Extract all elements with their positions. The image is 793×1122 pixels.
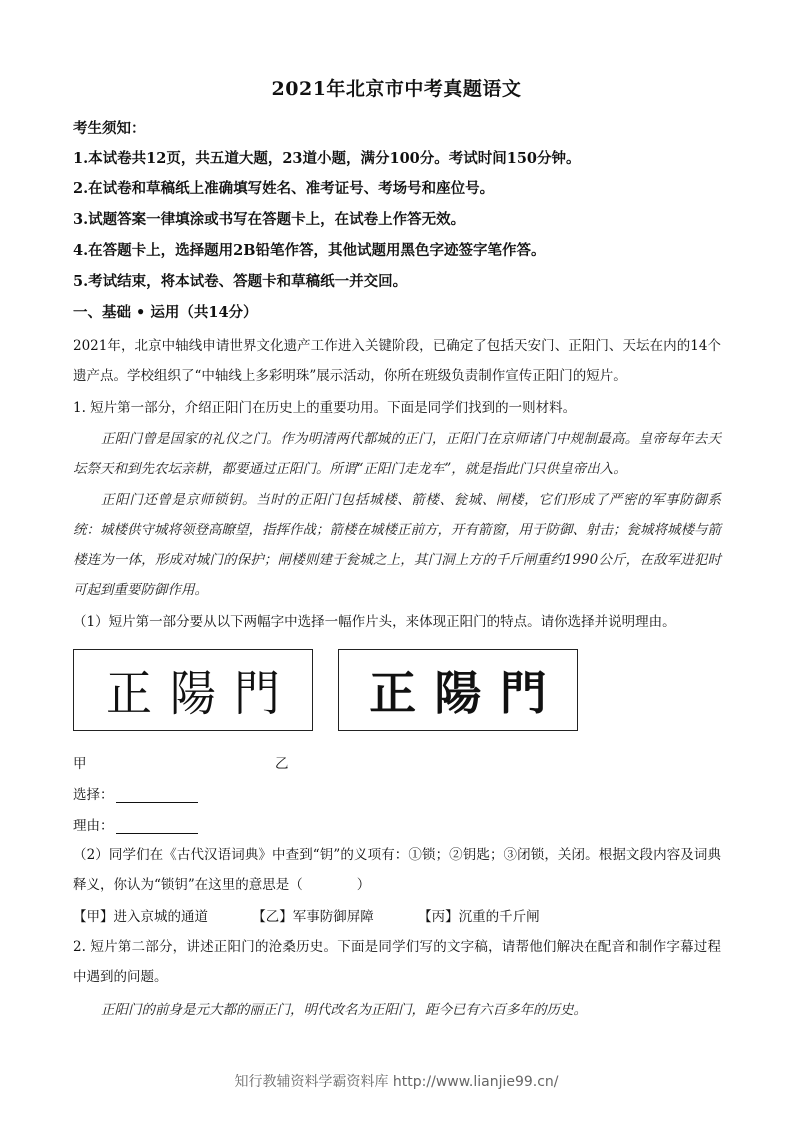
notice-heading: 考生须知：	[73, 120, 146, 137]
options-row	[73, 905, 580, 925]
calligraphy-jia-text: 正陽門	[106, 664, 298, 722]
calligraphy-jia-box	[73, 649, 313, 731]
reason-blank[interactable]	[116, 819, 198, 834]
notice-item: 2.在试卷和草稿纸上准确填写姓名、准考证号、考场号和座位号。	[73, 180, 495, 197]
calligraphy-yi-box	[338, 649, 578, 731]
reason-label: 理由：	[73, 818, 114, 834]
choose-line	[73, 783, 198, 803]
footer-watermark: 知行教辅资料学霸资料库 http://www.lianjie99.cn/	[234, 1074, 559, 1090]
section-heading: 一、基础 • 运用（共14分）	[73, 304, 258, 321]
material-paragraph-1: 正阳门曾是国家的礼仪之门。作为明清两代都城的正门，正阳门在京师诸门中规制最高。皇帝每年去天坛祭天和到先农坛亲耕，都要通过正阳门。所谓“正阳门走龙车”，就是指此门只供皇帝出入。	[73, 431, 721, 477]
notice-item: 5.考试结束，将本试卷、答题卡和草稿纸一并交回。	[73, 273, 408, 290]
calligraphy-yi-text: 正陽門	[369, 666, 566, 720]
question-1-1: （1）短片第一部分要从以下两幅字中选择一幅作片头，来体现正阳门的特点。请你选择并说明理由。	[73, 614, 676, 630]
notice-item: 1.本试卷共12页，共五道大题，23道小题，满分100分。考试时间150分钟。	[73, 150, 581, 167]
question-1: 1. 短片第一部分，介绍正阳门在历史上的重要功用。下面是同学们找到的一则材料。	[73, 400, 577, 416]
section-intro: 2021年，北京中轴线申请世界文化遗产工作进入关键阶段，已确定了包括天安门、正阳门、天坛在内的14个遗产点。学校组织了“中轴线上多彩明珠”展示活动，你所在班级负责制作宣传正阳门的短片。	[73, 338, 721, 384]
choose-blank[interactable]	[116, 788, 198, 803]
label-jia: 甲	[73, 756, 87, 772]
question-2: 2. 短片第二部分，讲述正阳门的沧桑历史。下面是同学们写的文字稿，请帮他们解决在配音和制作字幕过程中遇到的问题。	[73, 939, 721, 985]
notice-item: 3.试题答案一律填涂或书写在答题卡上，在试卷上作答无效。	[73, 211, 466, 228]
option-bing[interactable]: 【丙】沉重的千斤闸	[418, 909, 540, 925]
notice-item: 4.在答题卡上，选择题用2B铅笔作答，其他试题用黑色字迹签字笔作答。	[73, 242, 546, 259]
page-title: 2021年北京市中考真题语文	[271, 78, 522, 100]
question-1-2: （2）同学们在《古代汉语词典》中查到“钥”的义项有：①锁；②钥匙；③闭锁，关闭。根据文段内容及词典释义，你认为“锁钥”在这里的意思是（ ）	[73, 847, 721, 893]
question-2-text: 正阳门的前身是元大都的丽正门，明代改名为正阳门，距今已有六百多年的历史。	[101, 1002, 587, 1018]
reason-line	[73, 814, 198, 834]
label-yi: 乙	[275, 756, 289, 772]
option-jia[interactable]: 【甲】进入京城的通道	[73, 909, 208, 925]
choose-label: 选择：	[73, 787, 114, 803]
option-yi[interactable]: 【乙】军事防御屏障	[252, 909, 374, 925]
material-paragraph-2: 正阳门还曾是京师锁钥。当时的正阳门包括城楼、箭楼、瓮城、闸楼，它们形成了严密的军事防御系统：城楼供守城将领登高瞭望，指挥作战；箭楼在城楼正前方，开有箭窗，用于防御、射击；瓮城将城楼与箭楼连为一体，形成对城门的保护；闸楼则建于瓮城之上，其门洞上方的千斤闸重约1990公斤，在敌军进犯时可起到重要防御作用。	[73, 492, 721, 598]
